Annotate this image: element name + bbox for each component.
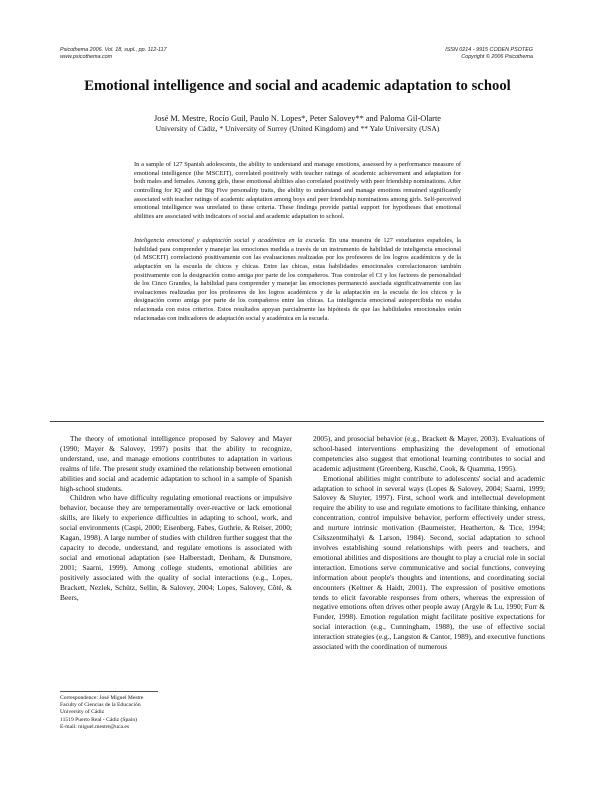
- journal-citation: Psicothema 2006. Vol. 18, supl., pp. 112-117: [60, 47, 167, 53]
- footnote-rule: [60, 691, 158, 692]
- abstract-spanish-text: En una muestra de 127 estudiantes españoles, la habilidad para comprender y manejar las emociones medida a través de un instrumento de habilidad de inteligencia emocional (el MSCEIT) correlacionó positivamente con las evaluaciones realizadas por los profesores de los logros académicos y de la adaptación en la escuela de chicos y chicas. Entre las chicas, estas habilidades emocionales correlacionaron también positivamente con la designación como amiga por parte de los compañeros. Tras controlar el CI y los factores de personalidad de los Cinco Grandes, la habilidad para comprender y manejar las emociones permaneció asociada significativamente con las evaluaciones realizadas por los profesores de los logros académicos y de la adaptación en la escuela de los chicos y la designación como amiga por parte de los compañeros entre las chicas. La inteligencia emocional autopercibida no estaba relacionada con estos criterios. Estos resultados apoyan parcialmente las hipótesis de que las habilidades emocionales están relacionadas con indicadores de adaptación social y académica en la escuela.: [134, 237, 461, 322]
- journal-issn: ISSN 0214 - 9915 CODEN PSOTEG: [445, 47, 533, 53]
- correspondence-block: [60, 695, 143, 731]
- journal-header-right: [445, 47, 533, 61]
- body-paragraph: The theory of emotional intelligence proposed by Salovey and Mayer (1990; Mayer & Salovey, 1997) posits that the ability to recognize, understand, use, and manage emotions contributes to adaptation in various realms of life. The present study examined the relationship between emotional abilities and social and academic adaptation to school in a sample of Spanish high-school students.: [60, 434, 292, 493]
- body-column-left: [60, 434, 292, 602]
- article-affiliations: University of Cádiz, * University of Surrey (United Kingdom) and ** Yale University (USA): [155, 124, 440, 133]
- abstract-spanish: [134, 237, 461, 323]
- correspondence-email: E-mail: miguel.mestre@uca.es: [60, 723, 129, 730]
- correspondence-line: Faculty of Ciencias de la Educación: [60, 702, 141, 709]
- abstract-spanish-title: Inteligencia emocional y adaptación social y académica en la escuela.: [134, 237, 327, 244]
- body-paragraph: 2005), and prosocial behavior (e.g., Brackett & Mayer, 2003). Evaluations of school-based interventions emphasizing the development of emotional competencies also suggest that emotional learning contributes to social and academic adjustment (Greenberg, Kusché, Cook, & Quamma, 1995).: [313, 434, 545, 473]
- section-divider: [50, 421, 544, 422]
- article-title: Emotional intelligence and social and academic adaptation to school: [84, 78, 511, 94]
- journal-copyright: Copyright © 2006 Psicothema: [461, 54, 533, 60]
- body-column-right: [313, 434, 545, 652]
- body-paragraph: Children who have difficulty regulating emotional reactions or impulsive behavior, because they are temperamentally over-reactive or lack emotional skills, are likely to experience difficulties in adapting to school, work, and social environments (Caspi, 2000; Eisenberg, Fabes, Guthrie, & Reiser, 2000; Kagan, 1998). A large number of studies with children further suggest that the capacity to decode, understand, and regulate emotions is associated with social and emotional adaptation (see Halberstadt, Denham, & Dunsmore, 2001; Saarni, 1999). Among college students, emotional abilities are positively associated with the quality of social interactions (e.g., Lopes, Brackett, Nezlek, Schütz, Sellin, & Salovey, 2004; Lopes, Salovey, Côté, & Beers,: [60, 493, 292, 602]
- journal-url: www.psicothema.com: [60, 54, 113, 60]
- correspondence-line: 11519 Puerto Real - Cádiz (Spain): [60, 716, 138, 723]
- correspondence-line: Correspondence: José Miguel Mestre: [60, 695, 144, 701]
- correspondence-line: University of Cádiz: [60, 709, 105, 716]
- article-authors: José M. Mestre, Rocío Guil, Paulo N. Lopes*, Peter Salovey** and Paloma Gil-Olarte: [154, 114, 441, 123]
- abstract-english: In a sample of 127 Spanish adolescents, the ability to understand and manage emotions, assessed by a performance measure of emotional intelligence (the MSCEIT), correlated positively with teacher ratings of academic achievement and adaptation for both males and females. Among girls, these emotional abilities also correlated positively with peer friendship nominations. After controlling for IQ and the Big Five personality traits, the ability to understand and manage emotions remained significantly associated with teacher ratings of academic adaptation among boys and peer friendship nominations among girls. Self-perceived emotional intelligence was unrelated to these criteria. These findings provide partial support for hypotheses that emotional abilities are associated with indicators of social and academic adaptation to school.: [134, 161, 461, 220]
- body-paragraph: Emotional abilities might contribute to adolescents' social and academic adaptation to school in several ways (Lopes & Salovey, 2004; Saarni, 1999; Salovey & Sluyter, 1997). First, school work and intellectual development require the ability to use and regulate emotions to facilitate thinking, enhance concentration, control impulsive behavior, perform effectively under stress, and nurture intrinsic motivation (Baumeister, Heatherton, & Tice, 1994; Csikszentmihalyi & Larson, 1984). Second, social adaptation to school involves establishing sound relationships with peers and teachers, and emotional abilities and dispositions are thought to play a crucial role in social interaction. Emotions serve communicative and social functions, conveying information about people's thoughts and intentions, and coordinating social encounters (Keltner & Haidt, 2001). The expression of positive emotions tends to elicit favorable responses from others, whereas the expression of negative emotions often drives other people away (Argyle & Lu, 1990; Furr & Funder, 1998). Emotion regulation might facilitate positive expectations for social interaction (e.g., Cunningham, 1988), the use of effective social interaction strategies (e.g., Langston & Cantor, 1989), and executive functions associated with the coordination of numerous: [313, 473, 545, 652]
- journal-header-left: [60, 47, 167, 61]
